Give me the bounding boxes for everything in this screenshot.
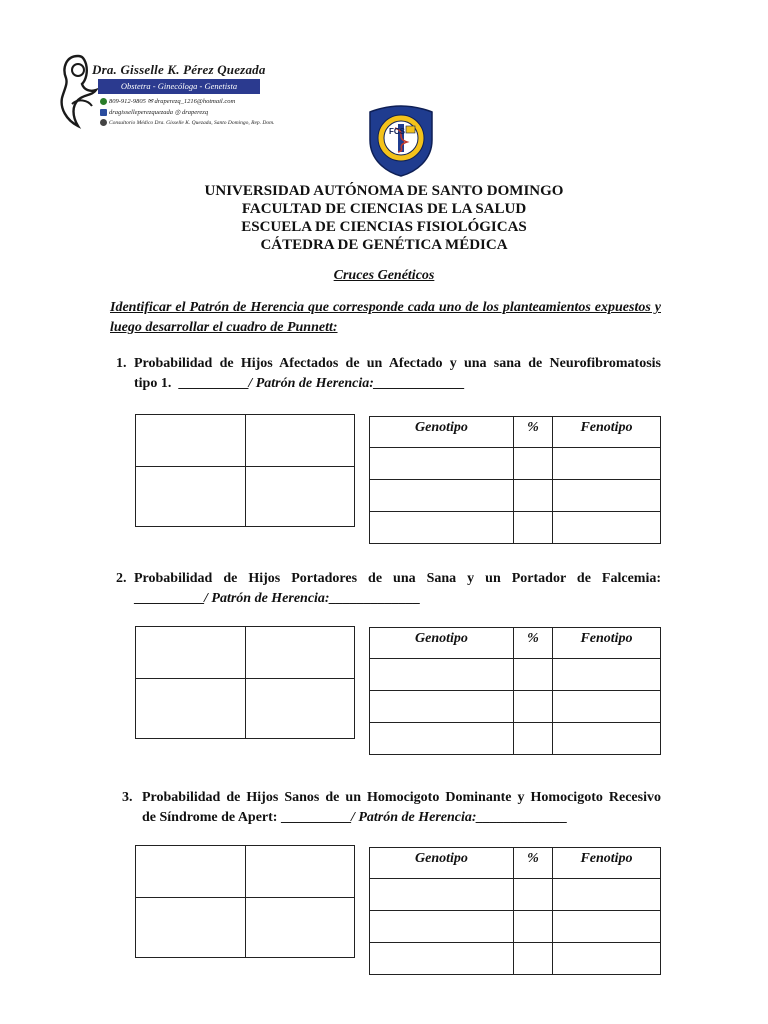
- instructions: Identificar el Patrón de Herencia que corresponde cada uno de los planteamientos expuestos y luego desarrollar el cuadro de Punnett:: [110, 300, 661, 335]
- location-icon: [100, 119, 107, 126]
- question-number: 3.: [122, 790, 133, 805]
- punnett-cell[interactable]: [136, 415, 246, 467]
- doctor-specialty: Obstetra - Ginecóloga - Genetista: [98, 79, 260, 94]
- question-text: Probabilidad de Hijos Portadores de una Sana y un Portador de Falcemia:: [134, 571, 661, 586]
- contact-social: dragisselleperezquezada ◎ draperezq: [100, 108, 208, 116]
- seal-letters: FCS: [389, 127, 405, 136]
- phenotype-header: Fenotipo: [553, 848, 661, 879]
- table-cell[interactable]: [370, 911, 514, 943]
- results-table-3: [369, 847, 661, 975]
- results-table-2: [369, 627, 661, 755]
- punnett-cell[interactable]: [245, 415, 355, 467]
- percent-header: %: [514, 848, 553, 879]
- inheritance-pattern-blank[interactable]: / Patrón de Herencia:_____________: [350, 810, 568, 825]
- answer-blank[interactable]: __________: [178, 376, 249, 391]
- table-cell[interactable]: [370, 943, 514, 975]
- question-text: Probabilidad de Hijos Sanos de un Homocigoto Dominante y Homocigoto Recesivo: [142, 790, 661, 805]
- table-cell[interactable]: [514, 943, 553, 975]
- table-cell[interactable]: [514, 659, 553, 691]
- table-cell[interactable]: [553, 911, 661, 943]
- question-text: Probabilidad de Hijos Afectados de un Afectado y una sana de Neurofibromatosis: [134, 356, 661, 371]
- faculty-seal-logo: [368, 104, 434, 178]
- school-title: ESCUELA DE CIENCIAS FISIOLÓGICAS: [241, 219, 527, 235]
- table-cell[interactable]: [370, 448, 514, 480]
- table-cell[interactable]: [553, 723, 661, 755]
- punnett-cell[interactable]: [136, 679, 246, 739]
- percent-header: %: [514, 417, 553, 448]
- punnett-square-1: [135, 414, 355, 527]
- table-cell[interactable]: [553, 659, 661, 691]
- punnett-cell[interactable]: [136, 627, 246, 679]
- table-cell[interactable]: [514, 879, 553, 911]
- question-number: 1.: [116, 356, 127, 371]
- table-cell[interactable]: [514, 691, 553, 723]
- table-cell[interactable]: [514, 911, 553, 943]
- punnett-cell[interactable]: [136, 898, 246, 958]
- punnett-cell[interactable]: [136, 846, 246, 898]
- faculty-title: FACULTAD DE CIENCIAS DE LA SALUD: [241, 201, 527, 217]
- question-3: [122, 787, 661, 831]
- punnett-cell[interactable]: [136, 467, 246, 527]
- answer-blank[interactable]: __________: [280, 810, 351, 825]
- inheritance-pattern-blank[interactable]: / Patrón de Herencia:_____________: [248, 376, 465, 391]
- table-cell[interactable]: [514, 480, 553, 512]
- genotype-header: Genotipo: [370, 417, 514, 448]
- table-cell[interactable]: [553, 691, 661, 723]
- phenotype-header: Fenotipo: [553, 628, 661, 659]
- contact-phone-email: 809-912-9805 ✉ draperezq_1216@hotmail.com: [100, 97, 235, 105]
- genotype-header: Genotipo: [370, 628, 514, 659]
- punnett-cell[interactable]: [245, 679, 355, 739]
- table-cell[interactable]: [553, 480, 661, 512]
- punnett-cell[interactable]: [245, 846, 355, 898]
- university-title: UNIVERSIDAD AUTÓNOMA DE SANTO DOMINGO: [204, 183, 564, 199]
- question-number: 2.: [116, 571, 127, 586]
- table-cell[interactable]: [370, 512, 514, 544]
- table-cell[interactable]: [553, 448, 661, 480]
- table-cell[interactable]: [370, 480, 514, 512]
- table-cell[interactable]: [370, 659, 514, 691]
- chair-title: CÁTEDRA DE GENÉTICA MÉDICA: [260, 237, 508, 253]
- answer-blank[interactable]: __________: [134, 591, 204, 606]
- worksheet-subtitle: Cruces Genéticos: [333, 268, 435, 283]
- inheritance-pattern-blank[interactable]: / Patrón de Herencia:_____________: [204, 591, 421, 606]
- table-cell[interactable]: [370, 691, 514, 723]
- table-cell[interactable]: [370, 723, 514, 755]
- doctor-logo: [58, 46, 275, 134]
- punnett-cell[interactable]: [245, 627, 355, 679]
- question-text-cont: [134, 588, 421, 609]
- table-cell[interactable]: [514, 723, 553, 755]
- punnett-square-3: [135, 845, 355, 958]
- table-cell[interactable]: [514, 448, 553, 480]
- question-1: [116, 353, 661, 397]
- punnett-cell[interactable]: [245, 467, 355, 527]
- table-cell[interactable]: [553, 879, 661, 911]
- results-table-1: [369, 416, 661, 544]
- contact-address: Consultorio Médico Dra. Gisselle K. Quezada, Santo Domingo, Rep. Dom.: [100, 119, 274, 126]
- punnett-cell[interactable]: [245, 898, 355, 958]
- table-cell[interactable]: [553, 943, 661, 975]
- table-cell[interactable]: [553, 512, 661, 544]
- punnett-square-2: [135, 626, 355, 739]
- table-cell[interactable]: [514, 512, 553, 544]
- question-2: [116, 568, 661, 612]
- whatsapp-icon: [100, 98, 107, 105]
- genotype-header: Genotipo: [370, 848, 514, 879]
- phenotype-header: Fenotipo: [553, 417, 661, 448]
- question-text-cont: de Síndrome de Apert: __________/ Patrón de Herencia:_____________: [142, 810, 568, 825]
- facebook-icon: [100, 109, 107, 116]
- percent-header: %: [514, 628, 553, 659]
- table-cell[interactable]: [370, 879, 514, 911]
- doctor-name: Dra. Gisselle K. Pérez Quezada: [92, 62, 266, 77]
- question-text-cont: tipo 1. __________/ Patrón de Herencia:_____________: [134, 376, 465, 391]
